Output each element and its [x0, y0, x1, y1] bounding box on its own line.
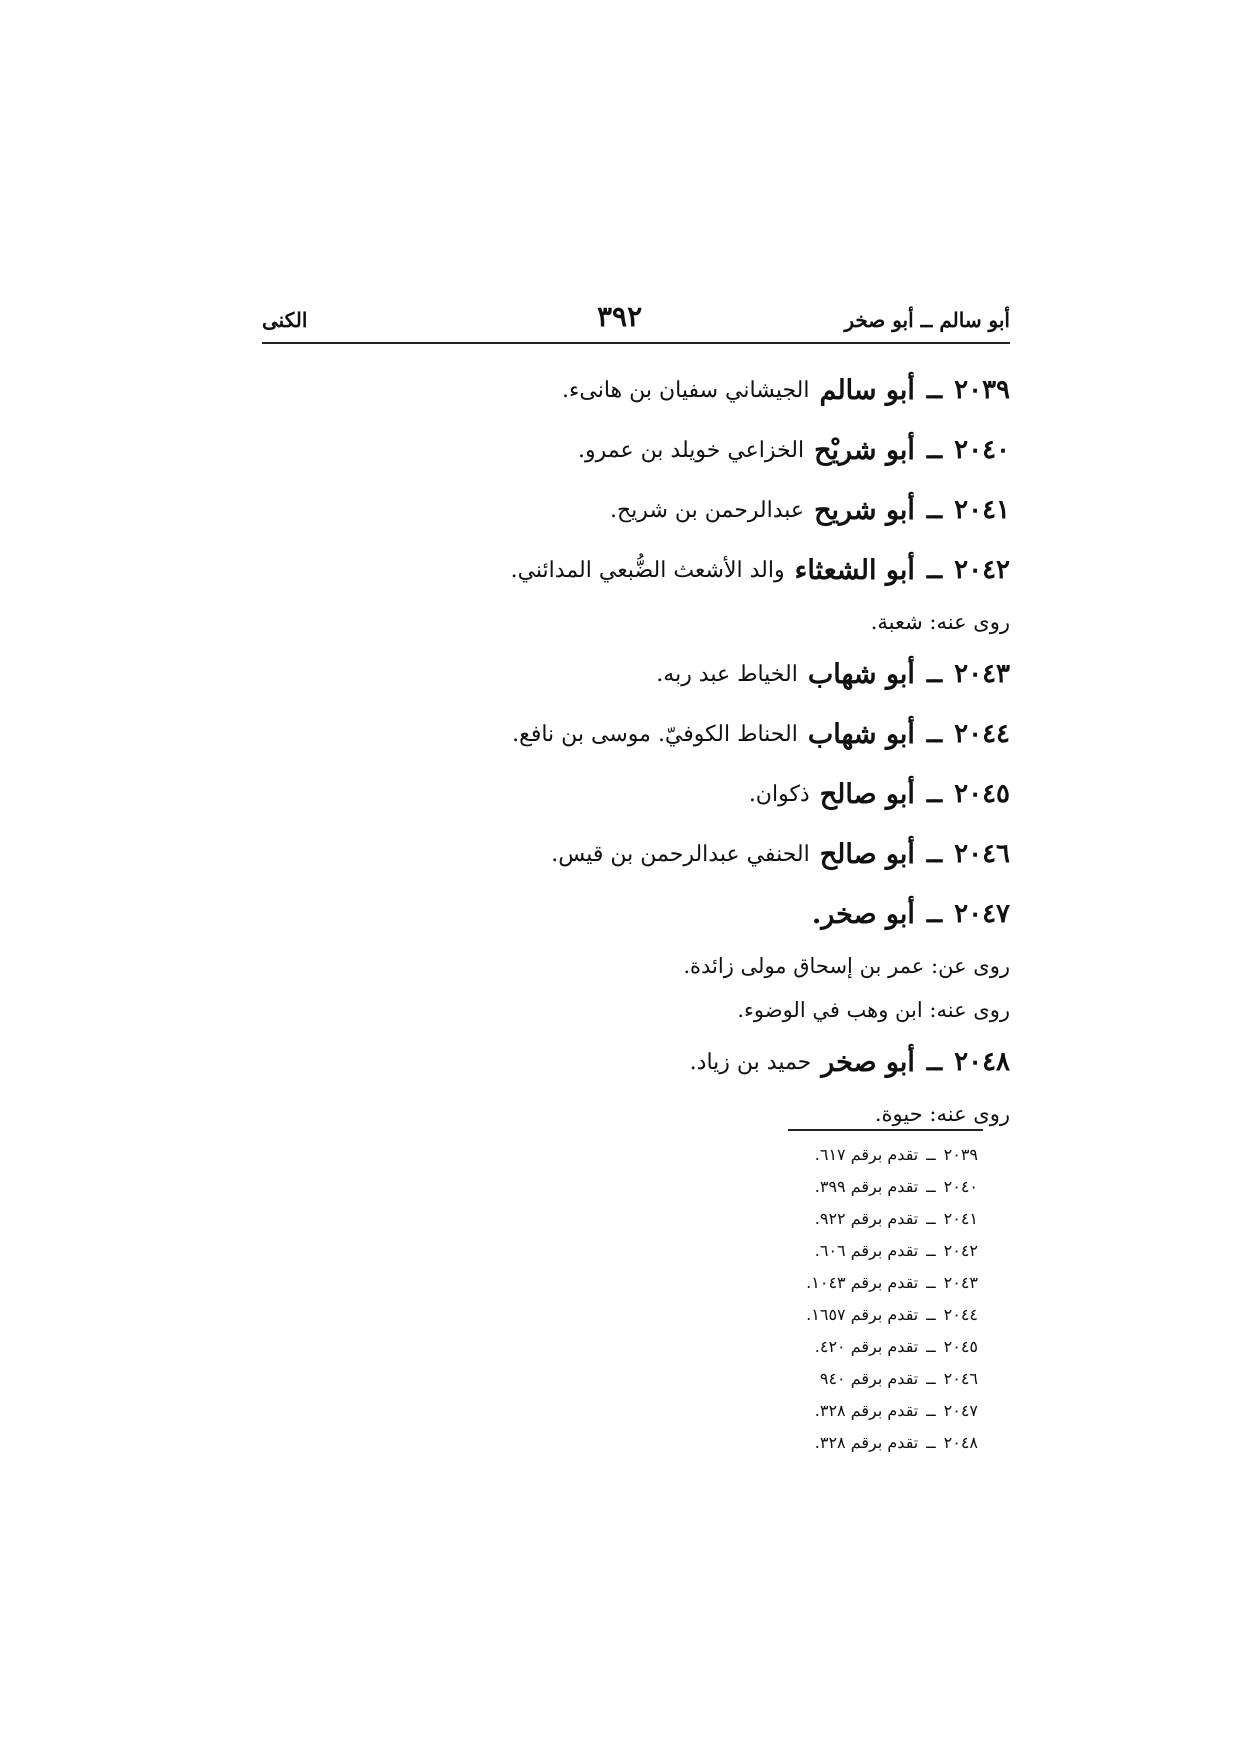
header-section-title: أبو سالم ــ أبو صخر: [844, 308, 1010, 332]
entry-kunya: أبو شهاب: [807, 658, 915, 690]
entry-dash: ــ: [926, 839, 943, 869]
entry-kunya: أبو الشعثاء: [794, 554, 915, 586]
entry-number: ٢٠٤٢: [954, 555, 1010, 585]
entry-dash: ــ: [926, 779, 943, 809]
footnote-dash: ــ: [926, 1368, 936, 1388]
entry-number: ٢٠٤٦: [954, 839, 1010, 869]
footnote-line: [700, 1266, 978, 1298]
footnote-number: ٢٠٣٩: [943, 1144, 978, 1164]
entry-narration-line: روى عنه: حيوة.: [874, 1102, 1010, 1126]
footnote-line: [700, 1426, 978, 1458]
entry-number: ٢٠٤٧: [954, 899, 1010, 929]
footnote-number: ٢٠٤٠: [943, 1176, 978, 1196]
footnote-line: [700, 1202, 978, 1234]
header-rule: [262, 342, 1010, 344]
entry-line: [262, 644, 1010, 704]
entry-line: [262, 884, 1010, 944]
entry-description: الخزاعي خويلد بن عمرو.: [577, 437, 805, 463]
entry-narration-line: روى عنه: شعبة.: [870, 610, 1010, 634]
entry-description: الحناط الكوفيّ. موسى بن نافع.: [512, 721, 798, 747]
entry-line: [262, 540, 1010, 600]
entry-number: ٢٠٤٣: [954, 659, 1010, 689]
entry-kunya: أبو صالح: [819, 778, 915, 810]
footnote-number: ٢٠٤٧: [943, 1400, 978, 1420]
footnote-number: ٢٠٤٨: [943, 1432, 978, 1452]
footnote-text: تقدم برقم ٣٢٨.: [814, 1432, 919, 1452]
entry-line: [262, 1032, 1010, 1092]
footnote-dash: ــ: [926, 1432, 936, 1452]
footnote-text: تقدم برقم ٤٢٠.: [814, 1336, 919, 1356]
footnote-dash: ــ: [926, 1144, 936, 1164]
footnote-text: تقدم برقم ٦٠٦.: [814, 1240, 919, 1260]
footnote-number: ٢٠٤٥: [943, 1336, 978, 1356]
footnote-line: [700, 1362, 978, 1394]
footnote-rule: [788, 1129, 983, 1131]
entry-description: عبدالرحمن بن شريح.: [609, 497, 805, 523]
footnote-number: ٢٠٤٢: [943, 1240, 978, 1260]
footnote-text: تقدم برقم ٣٢٨.: [814, 1400, 919, 1420]
footnote-text: تقدم برقم ١٦٥٧.: [806, 1304, 919, 1324]
entry-line: [262, 480, 1010, 540]
entry-description: والد الأشعث الضُّبعي المدائني.: [510, 557, 785, 583]
entry-kunya: أبو سالم: [819, 374, 915, 406]
footnote-number: ٢٠٤٣: [943, 1272, 978, 1292]
entry-number: ٢٠٤١: [954, 495, 1010, 525]
entry-kunya: أبو صخر.: [811, 898, 915, 930]
entry-number: ٢٠٤٠: [954, 435, 1010, 465]
running-header: [262, 300, 1010, 340]
entry-kunya: أبو شريْح: [814, 434, 915, 466]
footnote-dash: ــ: [926, 1336, 936, 1356]
entry-kunya: أبو صخر: [821, 1046, 915, 1078]
footnote-dash: ــ: [926, 1240, 936, 1260]
entry-line: [262, 704, 1010, 764]
entry-description: الجيشاني سفيان بن هانىء.: [562, 377, 810, 403]
footnote-number: ٢٠٤١: [943, 1208, 978, 1228]
entry-number: ٢٠٤٥: [954, 779, 1010, 809]
entry-narration-line: روى عنه: ابن وهب في الوضوء.: [737, 998, 1010, 1022]
footnote-dash: ــ: [926, 1272, 936, 1292]
entry-number: ٢٠٣٩: [954, 375, 1010, 405]
entry-kunya: أبو صالح: [819, 838, 915, 870]
footnote-text: تقدم برقم ١٠٤٣.: [806, 1272, 919, 1292]
footnote-number: ٢٠٤٦: [943, 1368, 978, 1388]
footnotes-list: [700, 1138, 978, 1458]
entry-dash: ــ: [926, 659, 943, 689]
footnote-dash: ــ: [926, 1304, 936, 1324]
footnote-line: [700, 1298, 978, 1330]
entry-dash: ــ: [926, 435, 943, 465]
entry-dash: ــ: [926, 719, 943, 749]
entry-dash: ــ: [926, 555, 943, 585]
entry-line: [262, 824, 1010, 884]
entry-description: الخياط عبد ربه.: [656, 661, 798, 687]
entry-line: [262, 360, 1010, 420]
entry-description: الحنفي عبدالرحمن بن قيس.: [551, 841, 810, 867]
footnote-number: ٢٠٤٤: [943, 1304, 978, 1324]
footnote-text: تقدم برقم ٩٤٠: [819, 1368, 919, 1388]
entry-line: [262, 420, 1010, 480]
footnote-line: [700, 1234, 978, 1266]
entry-number: ٢٠٤٨: [954, 1047, 1010, 1077]
entry-kunya: أبو شهاب: [807, 718, 915, 750]
footnote-dash: ــ: [926, 1208, 936, 1228]
footnote-dash: ــ: [926, 1176, 936, 1196]
entry-dash: ــ: [926, 899, 943, 929]
page-number: ٣٩٢: [597, 300, 643, 333]
entries-list: [262, 360, 1010, 1136]
entry-number: ٢٠٤٤: [954, 719, 1010, 749]
footnote-dash: ــ: [926, 1400, 936, 1420]
footnote-text: تقدم برقم ٩٢٢.: [814, 1208, 919, 1228]
entry-dash: ــ: [926, 495, 943, 525]
header-book-title: الكنى: [262, 308, 308, 332]
entry-dash: ــ: [926, 375, 943, 405]
entry-dash: ــ: [926, 1047, 943, 1077]
footnote-line: [700, 1170, 978, 1202]
entry-description: حميد بن زياد.: [689, 1049, 812, 1075]
footnote-text: تقدم برقم ٦١٧.: [814, 1144, 919, 1164]
footnote-text: تقدم برقم ٣٩٩.: [814, 1176, 919, 1196]
entry-kunya: أبو شريح: [814, 494, 915, 526]
footnote-line: [700, 1138, 978, 1170]
footnote-line: [700, 1394, 978, 1426]
entry-line: [262, 764, 1010, 824]
entry-narration-line: روى عن: عمر بن إسحاق مولى زائدة.: [683, 954, 1010, 978]
entry-description: ذكوان.: [748, 781, 810, 807]
footnote-line: [700, 1330, 978, 1362]
